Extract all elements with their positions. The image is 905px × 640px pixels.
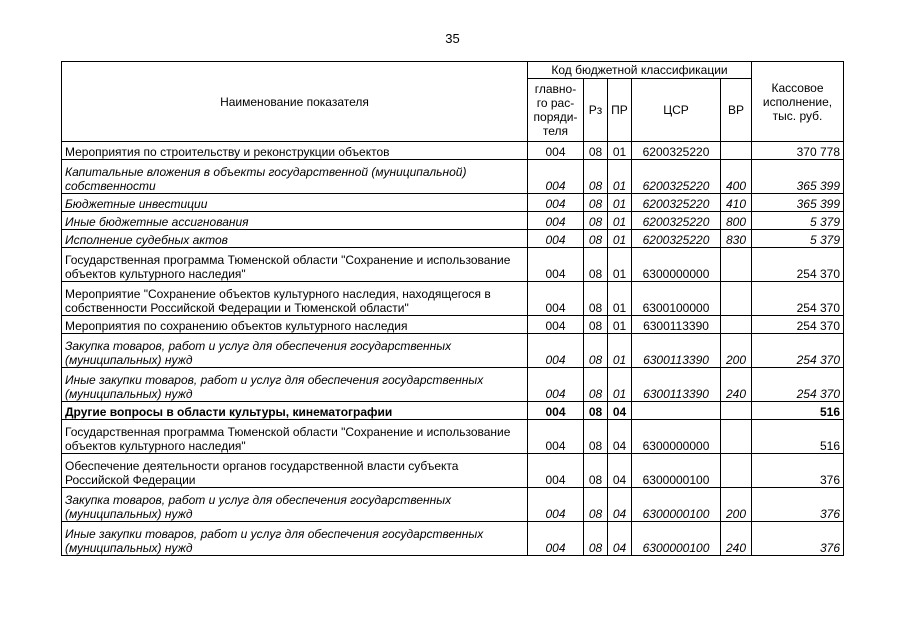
table-row	[62, 368, 844, 402]
row-name: Мероприятие "Сохранение объектов культурного наследия, находящегося в собственности Российской Федерации и Тюменской области"	[62, 282, 528, 316]
row-amount: 254 370	[752, 282, 844, 316]
row-vr: 400	[721, 160, 752, 194]
row-csr: 6300000100	[632, 454, 721, 488]
row-vr	[721, 282, 752, 316]
row-rz: 08	[584, 230, 608, 248]
row-name: Иные закупки товаров, работ и услуг для обеспечения государственных (муниципальных) нужд	[62, 368, 528, 402]
row-rz: 08	[584, 420, 608, 454]
row-amount: 5 379	[752, 212, 844, 230]
row-rz: 08	[584, 282, 608, 316]
row-pr: 04	[608, 454, 632, 488]
table-row	[62, 420, 844, 454]
row-admin-code: 004	[528, 194, 584, 212]
row-rz: 08	[584, 488, 608, 522]
table-row	[62, 282, 844, 316]
row-vr: 240	[721, 368, 752, 402]
table-row	[62, 334, 844, 368]
row-admin-code: 004	[528, 230, 584, 248]
row-pr: 04	[608, 402, 632, 420]
table-row	[62, 142, 844, 160]
row-pr: 01	[608, 212, 632, 230]
row-name: Иные бюджетные ассигнования	[62, 212, 528, 230]
row-admin-code: 004	[528, 368, 584, 402]
row-name: Исполнение судебных актов	[62, 230, 528, 248]
row-name: Государственная программа Тюменской области "Сохранение и использование объектов культурного наследия"	[62, 248, 528, 282]
row-admin-code: 004	[528, 212, 584, 230]
row-name: Закупка товаров, работ и услуг для обеспечения государственных (муниципальных) нужд	[62, 334, 528, 368]
row-csr: 6300113390	[632, 334, 721, 368]
table-row	[62, 316, 844, 334]
header-code-group: Код бюджетной классификации	[528, 62, 752, 79]
row-pr: 04	[608, 488, 632, 522]
row-vr: 200	[721, 334, 752, 368]
row-amount: 516	[752, 402, 844, 420]
row-rz: 08	[584, 522, 608, 556]
row-vr	[721, 402, 752, 420]
row-rz: 08	[584, 334, 608, 368]
row-rz: 08	[584, 368, 608, 402]
row-rz: 08	[584, 142, 608, 160]
row-name: Иные закупки товаров, работ и услуг для обеспечения государственных (муниципальных) нужд	[62, 522, 528, 556]
row-pr: 01	[608, 194, 632, 212]
row-rz: 08	[584, 248, 608, 282]
table-row	[62, 194, 844, 212]
row-csr: 6300113390	[632, 316, 721, 334]
header-amount: Кассовое исполнение, тыс. руб.	[752, 62, 844, 142]
row-rz: 08	[584, 194, 608, 212]
row-vr	[721, 420, 752, 454]
row-name: Мероприятия по сохранению объектов культурного наследия	[62, 316, 528, 334]
row-vr: 240	[721, 522, 752, 556]
table-body	[62, 142, 844, 556]
header-vr: ВР	[721, 79, 752, 142]
header-admin: главно-го рас-поряди-теля	[528, 79, 584, 142]
header-name: Наименование показателя	[62, 62, 528, 142]
row-csr: 6200325220	[632, 230, 721, 248]
row-rz: 08	[584, 316, 608, 334]
row-admin-code: 004	[528, 454, 584, 488]
row-admin-code: 004	[528, 420, 584, 454]
row-admin-code: 004	[528, 334, 584, 368]
table-row	[62, 402, 844, 420]
row-admin-code: 004	[528, 248, 584, 282]
row-amount: 254 370	[752, 334, 844, 368]
page-number: 35	[445, 31, 460, 46]
row-amount: 376	[752, 488, 844, 522]
table-header	[62, 62, 844, 142]
row-pr: 04	[608, 522, 632, 556]
row-admin-code: 004	[528, 488, 584, 522]
row-amount: 376	[752, 454, 844, 488]
row-vr: 200	[721, 488, 752, 522]
row-csr	[632, 402, 721, 420]
row-name: Обеспечение деятельности органов государственной власти субъекта Российской Федерации	[62, 454, 528, 488]
row-rz: 08	[584, 212, 608, 230]
row-amount: 254 370	[752, 316, 844, 334]
row-vr	[721, 142, 752, 160]
table-row	[62, 454, 844, 488]
row-amount: 254 370	[752, 368, 844, 402]
row-pr: 01	[608, 368, 632, 402]
table-row	[62, 248, 844, 282]
row-name: Закупка товаров, работ и услуг для обеспечения государственных (муниципальных) нужд	[62, 488, 528, 522]
row-vr: 830	[721, 230, 752, 248]
row-csr: 6300100000	[632, 282, 721, 316]
row-csr: 6200325220	[632, 142, 721, 160]
header-csr: ЦСР	[632, 79, 721, 142]
row-name: Другие вопросы в области культуры, кинематографии	[62, 402, 528, 420]
row-pr: 01	[608, 142, 632, 160]
row-vr	[721, 316, 752, 334]
row-admin-code: 004	[528, 160, 584, 194]
row-admin-code: 004	[528, 142, 584, 160]
row-amount: 365 399	[752, 160, 844, 194]
row-name: Мероприятия по строительству и реконструкции объектов	[62, 142, 528, 160]
row-pr: 01	[608, 160, 632, 194]
row-name: Бюджетные инвестиции	[62, 194, 528, 212]
row-amount: 254 370	[752, 248, 844, 282]
row-csr: 6200325220	[632, 212, 721, 230]
row-admin-code: 004	[528, 402, 584, 420]
row-pr: 04	[608, 420, 632, 454]
row-csr: 6300000100	[632, 522, 721, 556]
row-admin-code: 004	[528, 316, 584, 334]
row-name: Государственная программа Тюменской области "Сохранение и использование объектов культурного наследия"	[62, 420, 528, 454]
table-row	[62, 212, 844, 230]
row-pr: 01	[608, 316, 632, 334]
row-vr: 800	[721, 212, 752, 230]
row-amount: 370 778	[752, 142, 844, 160]
row-rz: 08	[584, 454, 608, 488]
row-csr: 6200325220	[632, 160, 721, 194]
budget-table	[61, 61, 844, 556]
row-amount: 365 399	[752, 194, 844, 212]
row-csr: 6300000000	[632, 420, 721, 454]
row-amount: 376	[752, 522, 844, 556]
table-row	[62, 160, 844, 194]
row-rz: 08	[584, 402, 608, 420]
row-amount: 516	[752, 420, 844, 454]
table-row	[62, 522, 844, 556]
row-vr	[721, 454, 752, 488]
table-row	[62, 488, 844, 522]
header-pr: ПР	[608, 79, 632, 142]
row-pr: 01	[608, 282, 632, 316]
row-amount: 5 379	[752, 230, 844, 248]
row-csr: 6300000100	[632, 488, 721, 522]
row-admin-code: 004	[528, 282, 584, 316]
row-pr: 01	[608, 334, 632, 368]
row-pr: 01	[608, 230, 632, 248]
row-vr: 410	[721, 194, 752, 212]
row-admin-code: 004	[528, 522, 584, 556]
row-vr	[721, 248, 752, 282]
table-row	[62, 230, 844, 248]
header-rz: Рз	[584, 79, 608, 142]
row-pr: 01	[608, 248, 632, 282]
row-csr: 6300113390	[632, 368, 721, 402]
row-csr: 6200325220	[632, 194, 721, 212]
row-name: Капитальные вложения в объекты государственной (муниципальной) собственности	[62, 160, 528, 194]
row-csr: 6300000000	[632, 248, 721, 282]
row-rz: 08	[584, 160, 608, 194]
